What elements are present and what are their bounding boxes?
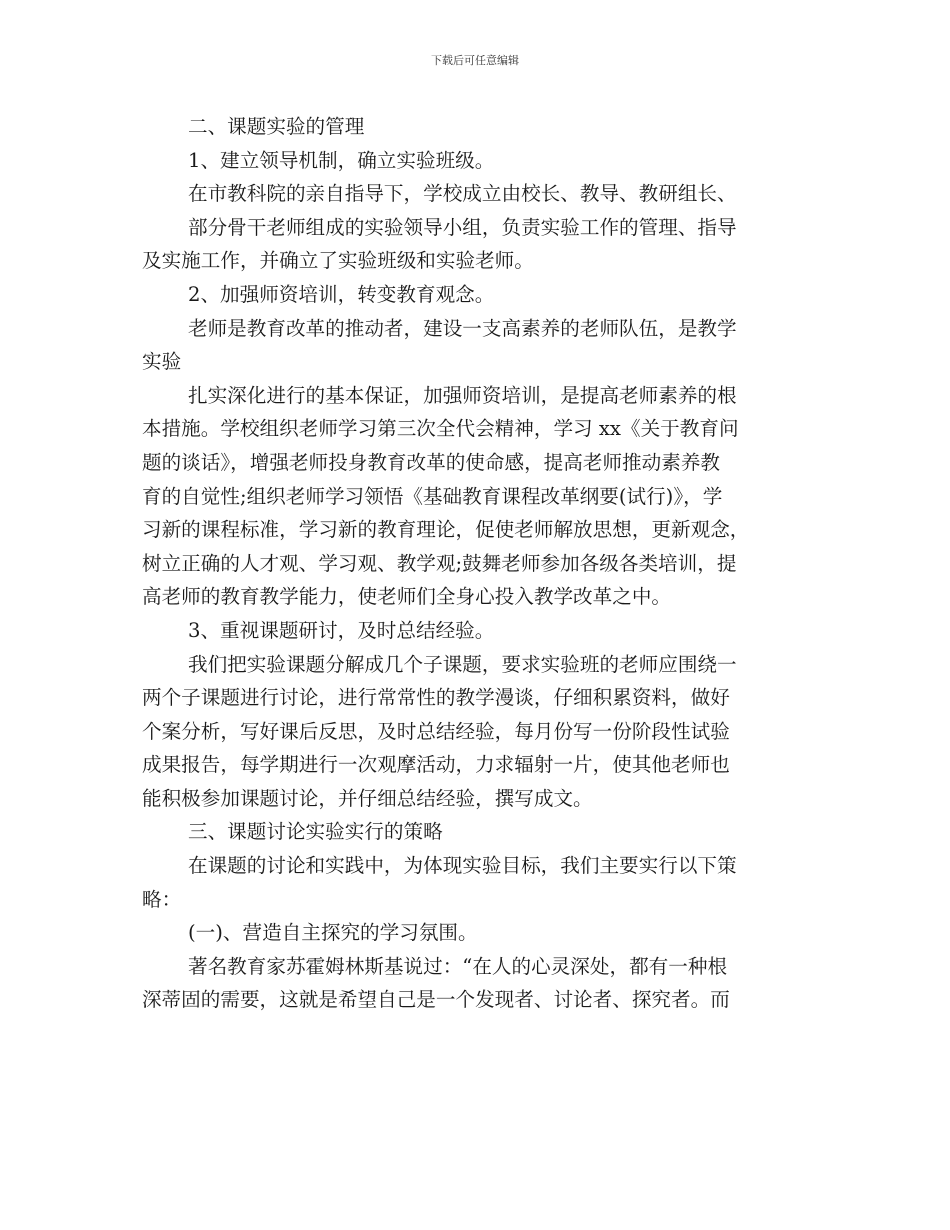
- text-line: 二、课题实验的管理: [188, 115, 365, 138]
- text-line: 在市教科院的亲自指导下，学校成立由校长、教导、教研组长、: [188, 182, 737, 206]
- text-line: 高老师的教育教学能力，使老师们全身心投入教学改革之中。: [142, 585, 672, 609]
- text-line: 两个子课题进行讨论，进行常常性的教学漫谈，仔细积累资料，做好: [142, 686, 730, 710]
- text-line: 在课题的讨论和实践中，为体现实验目标，我们主要实行以下策: [188, 854, 737, 878]
- text-line: 成果报告，每学期进行一次观摩活动，力求辐射一片，使其他老师也: [142, 753, 730, 777]
- text-line: (一)、营造自主探究的学习氛围。: [188, 921, 478, 945]
- text-line: 老师是教育改革的推动者，建设一支高素养的老师队伍，是教学: [188, 316, 737, 340]
- text-line: 1、建立领导机制，确立实验班级。: [188, 148, 495, 172]
- text-line: 三、课题讨论实验实行的策略: [188, 820, 443, 844]
- text-line: 著名教育家苏霍姆林斯基说过：“在人的心灵深处，都有一种根: [188, 954, 728, 978]
- text-line: 实验: [142, 350, 182, 374]
- text-line: 部分骨干老师组成的实验领导小组，负责实验工作的管理、指导: [188, 215, 737, 239]
- text-line: 习新的课程标准，学习新的教育理论，促使老师解放思想，更新观念，: [142, 518, 750, 542]
- text-line: 3、重视课题研讨，及时总结经验。: [188, 618, 495, 642]
- text-line: 我们把实验课题分解成几个子课题，要求实验班的老师应围绕一: [188, 652, 737, 676]
- text-line: 深蒂固的需要，这就是希望自己是一个发现者、讨论者、探究者。而: [142, 988, 730, 1012]
- page-header: 下载后可任意编辑: [431, 54, 519, 67]
- text-line: 略：: [142, 887, 182, 911]
- text-line: 扎实深化进行的基本保证，加强师资培训，是提高老师素养的根: [188, 383, 737, 407]
- text-line: 树立正确的人才观、学习观、教学观;鼓舞老师参加各级各类培训，提: [142, 551, 737, 575]
- text-line: 育的自觉性;组织老师学习领悟《基础教育课程改革纲要(试行)》，学: [142, 484, 723, 508]
- text-line: 题的谈话》，增强老师投身教育改革的使命感，提高老师推动素养教: [142, 450, 721, 474]
- text-line: 及实施工作，并确立了实验班级和实验老师。: [142, 249, 534, 273]
- text-line: 能积极参加课题讨论，并仔细总结经验，撰写成文。: [142, 786, 593, 810]
- text-line: 个案分析，写好课后反思，及时总结经验，每月份写一份阶段性试验: [142, 719, 730, 743]
- text-line: 本措施。学校组织老师学习第三次全代会精神，学习 xx《关于教育问: [142, 417, 739, 441]
- document-body: [142, 110, 807, 1017]
- text-line: 2、加强师资培训，转变教育观念。: [188, 282, 495, 306]
